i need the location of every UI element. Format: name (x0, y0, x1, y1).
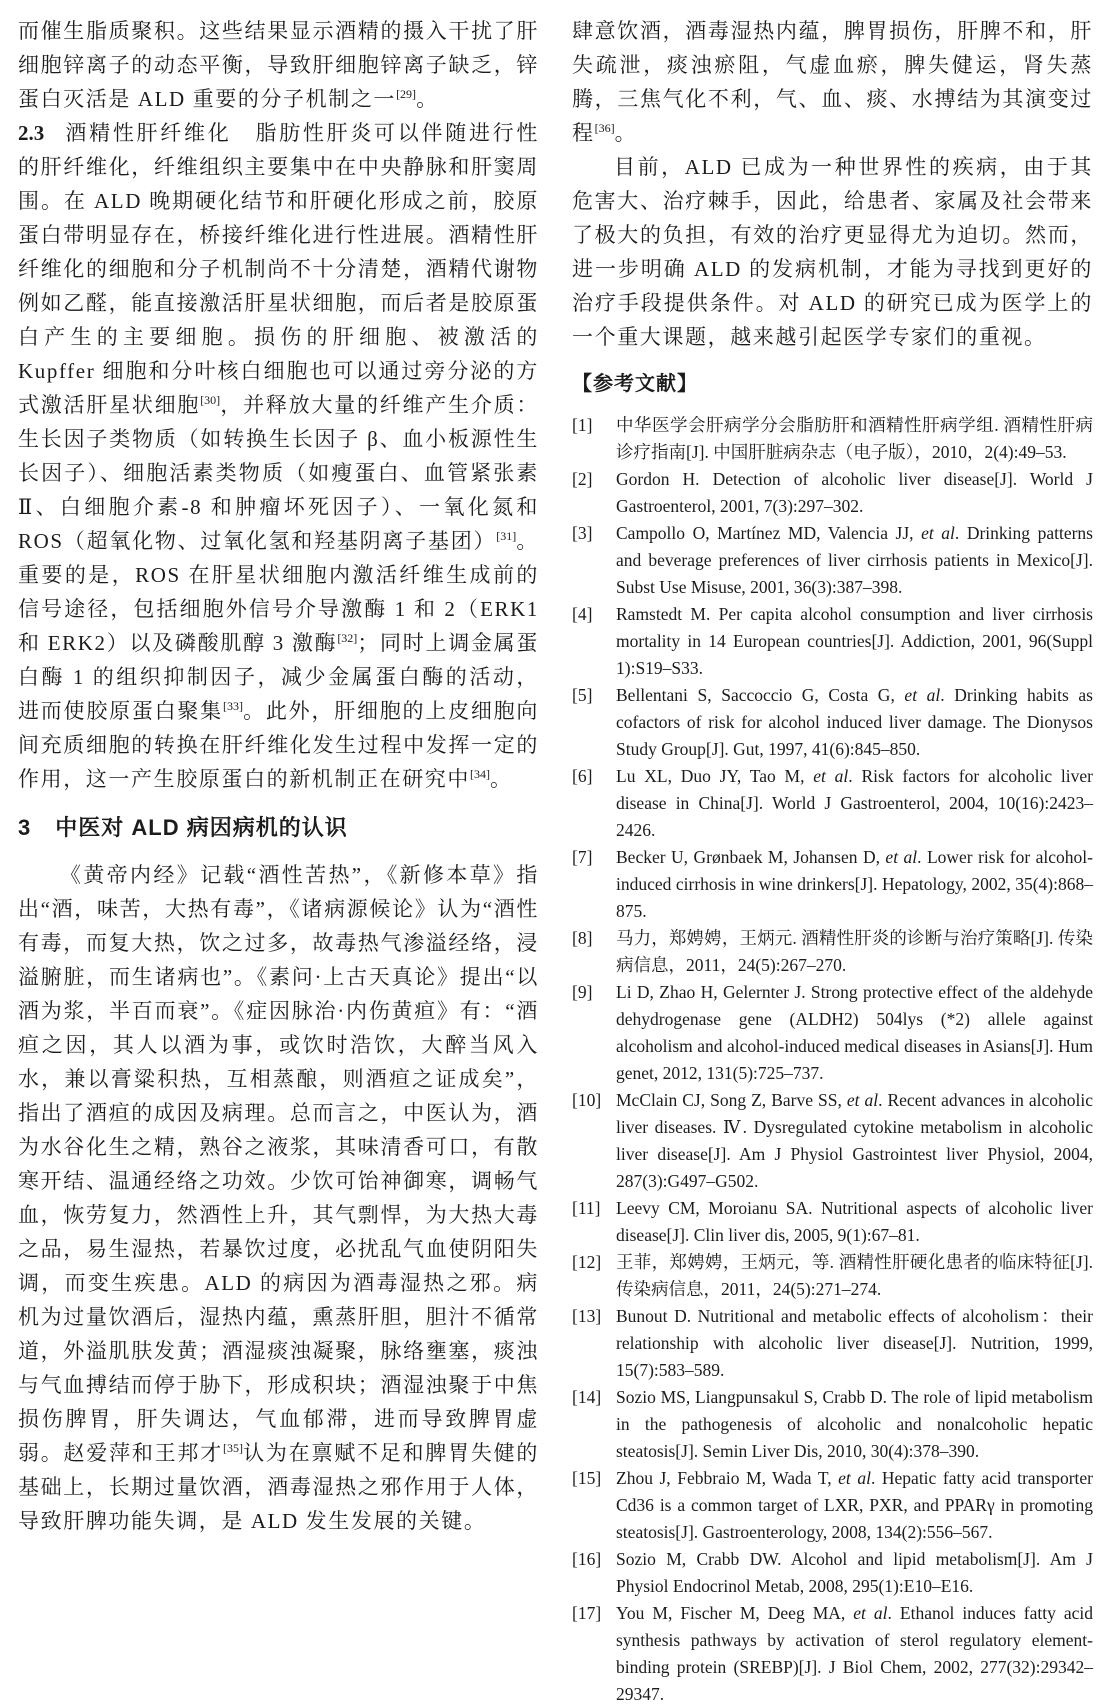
reference-text: 王菲，郑娉娉，王炳元，等. 酒精性肝硬化患者的临床特征[J]. 传染病信息，2011，24(5):271–274. (616, 1252, 1093, 1299)
citation-marker: [30] (200, 393, 221, 407)
reference-item (572, 763, 1093, 844)
reference-text: Gordon H. Detection of alcoholic liver disease[J]. World J Gastroenterol, 2001, 7(3):297–302. (616, 469, 1093, 516)
citation-marker: [35] (222, 1441, 243, 1455)
reference-number: [1] (572, 415, 593, 435)
et-al: et al (846, 1090, 879, 1110)
reference-text: McClain CJ, Song Z, Barve SS, et al. Recent advances in alcoholic liver diseases. Ⅳ. Dysregulated cytokine metabolism in alcoholic liver disease[J]. Am J Physiol Gastrointest liver Physiol, 2004, 287(3):G497–G502. (616, 1090, 1093, 1191)
reference-number: [5] (572, 685, 593, 705)
reference-item (572, 925, 1093, 979)
reference-text: Campollo O, Martínez MD, Valencia JJ, et al. Drinking patterns and beverage preferences of liver cirrhosis patients in Mexico[J]. Subst Use Misuse, 2001, 36(3):387–398. (616, 523, 1093, 597)
left-column (18, 14, 539, 1708)
reference-text: Sozio MS, Liangpunsakul S, Crabb D. The role of lipid metabolism in the pathogenesis of alcoholic and nonalcoholic hepatic steatosis[J]. Semin Liver Dis, 2010, 30(4):378–390. (616, 1387, 1093, 1461)
reference-text: You M, Fischer M, Deeg MA, et al. Ethanol induces fatty acid synthesis pathways by activation of sterol regulatory element-binding protein (SREBP)[J]. J Biol Chem, 2002, 277(32):29342–29347. (616, 1603, 1093, 1704)
et-al: et al (813, 766, 849, 786)
reference-item (572, 412, 1093, 466)
reference-item (572, 1546, 1093, 1600)
et-al: et al (921, 523, 955, 543)
reference-list (572, 412, 1093, 1708)
section-heading (18, 813, 539, 843)
subsection-number: 2.3 (18, 121, 45, 145)
reference-item (572, 1600, 1093, 1708)
reference-item (572, 1087, 1093, 1195)
reference-number: [3] (572, 523, 593, 543)
reference-item (572, 979, 1093, 1087)
reference-number: [9] (572, 982, 593, 1002)
reference-item (572, 682, 1093, 763)
et-al: et al (904, 685, 941, 705)
citation-marker: [33] (222, 699, 243, 713)
reference-number: [10] (572, 1090, 602, 1110)
et-al: et al (838, 1468, 871, 1488)
reference-item (572, 520, 1093, 601)
reference-item (572, 1249, 1093, 1303)
reference-number: [12] (572, 1252, 602, 1272)
reference-number: [13] (572, 1306, 602, 1326)
reference-text: Bellentani S, Saccoccio G, Costa G, et al. Drinking habits as cofactors of risk for alcohol induced liver damage. The Dionysos Study Group[J]. Gut, 1997, 41(6):845–850. (616, 685, 1093, 759)
reference-number: [2] (572, 469, 593, 489)
reference-text: Becker U, Grønbaek M, Johansen D, et al. Lower risk for alcohol-induced cirrhosis in wine drinkers[J]. Hepatology, 2002, 35(4):868–875. (616, 847, 1093, 921)
citation-marker: [34] (470, 767, 490, 781)
reference-number: [7] (572, 847, 593, 867)
reference-text: Leevy CM, Moroianu SA. Nutritional aspects of alcoholic liver disease[J]. Clin liver dis, 2005, 9(1):67–81. (616, 1198, 1093, 1245)
reference-text: 中华医学会肝病学分会脂肪肝和酒精性肝病学组. 酒精性肝病诊疗指南[J]. 中国肝脏病杂志（电子版），2010，2(4):49–53. (616, 415, 1093, 462)
paragraph: 目前，ALD 已成为一种世界性的疾病，由于其危害大、治疗棘手，因此，给患者、家属及社会带来了极大的负担，有效的治疗更显得尤为迫切。然而，进一步明确 ALD 的发病机制，才能为寻找到更好的治疗手段提供条件。对 ALD 的研究已成为医学上的一个重大课题，越来越引起医学专家们的重视。 (572, 155, 1093, 349)
reference-text: Ramstedt M. Per capita alcohol consumption and liver cirrhosis mortality in 14 European countries[J]. Addiction, 2001, 96(Suppl 1):S19–S33. (616, 604, 1093, 678)
reference-text: Sozio M, Crabb DW. Alcohol and lipid metabolism[J]. Am J Physiol Endocrinol Metab, 2008, 295(1):E10–E16. (616, 1549, 1093, 1596)
et-al: et al (853, 1603, 888, 1623)
et-al: et al (885, 847, 918, 867)
section-number: 3 (18, 815, 32, 840)
reference-number: [11] (572, 1198, 601, 1218)
reference-item (572, 1465, 1093, 1546)
reference-number: [15] (572, 1468, 602, 1488)
reference-number: [4] (572, 604, 593, 624)
reference-number: [8] (572, 928, 593, 948)
two-column-layout (18, 14, 1093, 1708)
references-header: 【参考文献】 (572, 373, 698, 395)
reference-text: Li D, Zhao H, Gelernter J. Strong protective effect of the aldehyde dehydrogenase gene (ALDH2) 504lys (*2) allele against alcoholism and alcohol-induced medical diseases in Asians[J]. Hum genet, 2012, 131(5):725–737. (616, 982, 1093, 1083)
section-title: 中医对 ALD 病因病机的认识 (55, 815, 348, 840)
reference-number: [16] (572, 1549, 602, 1569)
citation-marker: [36] (594, 121, 615, 135)
reference-text: 马力，郑娉娉，王炳元. 酒精性肝炎的诊断与治疗策略[J]. 传染病信息，2011，24(5):267–270. (616, 928, 1093, 975)
citation-marker: [32] (337, 631, 358, 645)
reference-text: Zhou J, Febbraio M, Wada T, et al. Hepatic fatty acid transporter Cd36 is a common target of LXR, PXR, and PPARγ in promoting steatosis[J]. Gastroenterology, 2008, 134(2):556–567. (616, 1468, 1094, 1542)
subsection-paragraph: 2.3 酒精性肝纤维化 脂肪性肝炎可以伴随进行性的肝纤维化，纤维组织主要集中在中央静脉和肝窦周围。在 ALD 晚期硬化结节和肝硬化形成之前，胶原蛋白带明显存在，桥接纤维化进行性进展。酒精性肝纤维化的细胞和分子机制尚不十分清楚，酒精代谢物例如乙醛，能直接激活肝星状细胞，而后者是胶原蛋白产生的主要细胞。损伤的肝细胞、被激活的 Kupffer 细胞和分叶核白细胞也可以通过旁分泌的方式激活肝星状细胞[30]，并释放大量的纤维产生介质：生长因子类物质（如转换生长因子 β、血小板源性生长因子）、细胞活素类物质（如瘦蛋白、血管紧张素Ⅱ、白细胞介素-8 和肿瘤坏死因子）、一氧化氮和 ROS（超氧化物、过氧化氢和羟基阴离子基团）[31]。重要的是，ROS 在肝星状细胞内激活纤维生成前的信号途径，包括细胞外信号介导激酶 1 和 2（ERK1 和 ERK2）以及磷酸肌醇 3 激酶[32]；同时上调金属蛋白酶 1 的组织抑制因子，减少金属蛋白酶的活动，进而使胶原蛋白聚集[33]。此外，肝细胞的上皮细胞向间充质细胞的转换在肝纤维化发生过程中发挥一定的作用，这一产生胶原蛋白的新机制正在研究中[34]。 (18, 121, 539, 791)
paragraph: 肆意饮酒，酒毒湿热内蕴，脾胃损伤，肝脾不和，肝失疏泄，痰浊瘀阻，气虚血瘀，脾失健运，肾失蒸腾，三焦气化不利，气、血、痰、水搏结为其演变过程[36]。 (572, 19, 1093, 145)
reference-text: Lu XL, Duo JY, Tao M, et al. Risk factors for alcoholic liver disease in China[J]. World J Gastroenterol, 2004, 10(16):2423–2426. (616, 766, 1093, 840)
reference-item (572, 466, 1093, 520)
paragraph: 而催生脂质聚积。这些结果显示酒精的摄入干扰了肝细胞锌离子的动态平衡，导致肝细胞锌离子缺乏，锌蛋白灭活是 ALD 重要的分子机制之一[29]。 (18, 19, 539, 111)
reference-number: [14] (572, 1387, 602, 1407)
citation-marker: [29] (396, 87, 417, 101)
reference-item (572, 1195, 1093, 1249)
reference-item (572, 601, 1093, 682)
reference-number: [6] (572, 766, 593, 786)
reference-item (572, 1303, 1093, 1384)
paragraph: 《黄帝内经》记载“酒性苦热”，《新修本草》指出“酒，味苦，大热有毒”，《诸病源候论》认为“酒性有毒，而复大热，饮之过多，故毒热气渗溢经络，浸溢腑脏，而生诸病也”。《素问·上古天真论》提出“以酒为浆，半百而衰”。《症因脉治·内伤黄疸》有：“酒疸之因，其人以酒为事，或饮时浩饮，大醉当风入水，兼以膏粱积热，互相蒸酿，则酒疸之证成矣”，指出了酒疸的成因及病理。总而言之，中医认为，酒为水谷化生之精，熟谷之液浆，其味清香可口，有散寒开结、温通经络之功效。少饮可饴神御寒，调畅气血，恢劳复力，然酒性上升，其气剽悍，为大热大毒之品，易生湿热，若暴饮过度，必扰乱气血使阴阳失调，而变生疾患。ALD 的病因为酒毒湿热之邪。病机为过量饮酒后，湿热内蕴，熏蒸肝胆，胆汁不循常道，外溢肌肤发黄；酒湿痰浊凝聚，脉络壅塞，痰浊与气血搏结而停于胁下，形成积块；酒湿浊聚于中焦损伤脾胃，肝失调达，气血郁滞，进而导致脾胃虚弱。赵爱萍和王邦才[35]认为在禀赋不足和脾胃失健的基础上，长期过量饮酒，酒毒湿热之邪作用于人体，导致肝脾功能失调，是 ALD 发生发展的关键。 (18, 863, 539, 1533)
subsection-title: 酒精性肝纤维化 (64, 121, 232, 145)
reference-text: Bunout D. Nutritional and metabolic effects of alcoholism：their relationship with alcoholic liver disease[J]. Nutrition, 1999, 15(7):583–589. (616, 1306, 1093, 1380)
right-column (572, 14, 1093, 1708)
reference-item (572, 1384, 1093, 1465)
reference-item (572, 844, 1093, 925)
right-column-text (572, 14, 1093, 354)
reference-number: [17] (572, 1603, 602, 1623)
citation-marker: [31] (496, 529, 517, 543)
